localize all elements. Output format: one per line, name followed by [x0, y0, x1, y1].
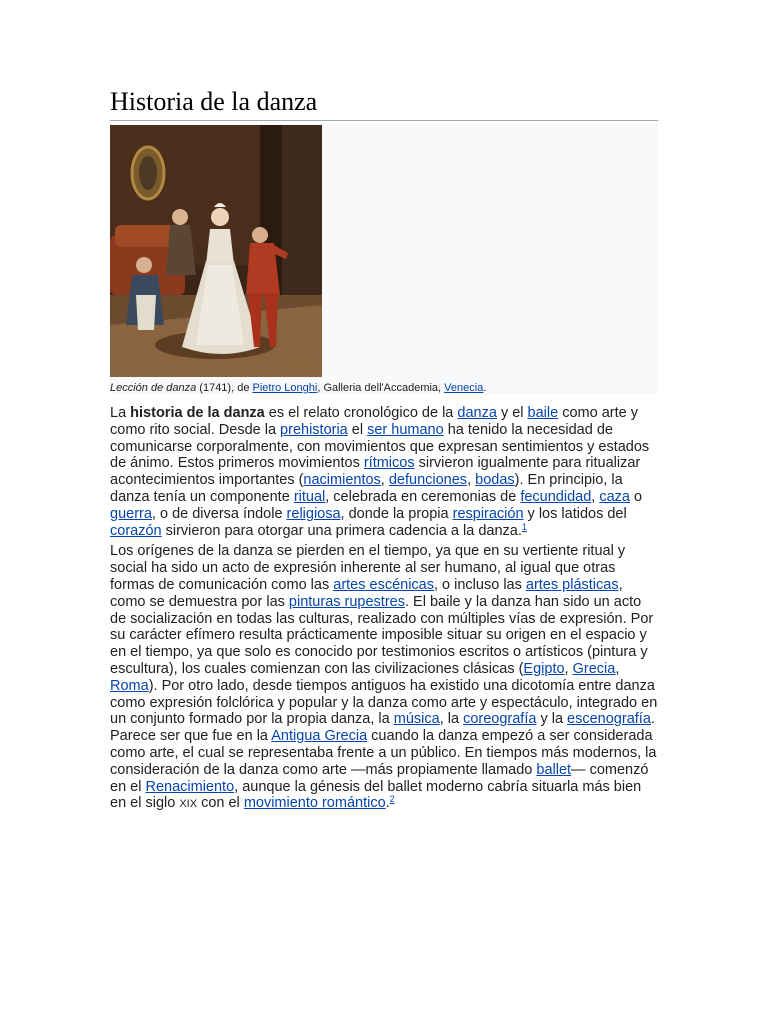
- century-numeral: XIX: [179, 798, 198, 811]
- link-venecia[interactable]: Venecia: [444, 382, 484, 394]
- reference-1[interactable]: 1: [521, 521, 527, 532]
- link-grecia[interactable]: Grecia: [572, 660, 616, 677]
- link-artes-escenicas[interactable]: artes escénicas: [333, 576, 434, 593]
- paragraph-intro: La historia de la danza es el relato cronológico de la danza y el baile como arte y como rito social. Desde la prehistoria el ser humano ha tenido la necesidad de comunicarse corporalmente, con movimientos que expresan sentimientos y estados de ánimo. Estos primeros movimientos rítmicos sirvieron igualmente para ritualizar acontecimientos importantes (nacimientos, defunciones, bodas). En principio, la danza tenía un componente ritual, celebrada en ceremonias de fecundidad, caza o guerra, o de diversa índole religiosa, donde la propia respiración y los latidos del corazón sirvieron para otorgar una primera cadencia a la danza.$^1$: [110, 405, 650, 539]
- link-antigua-grecia[interactable]: Antigua Grecia: [271, 728, 368, 745]
- link-movimiento-romantico[interactable]: movimiento romántico: [243, 795, 386, 812]
- link-musica[interactable]: música: [393, 711, 440, 728]
- link-bodas[interactable]: bodas: [475, 472, 515, 489]
- link-artes-plasticas[interactable]: artes plásticas: [525, 576, 619, 593]
- link-ritmicos[interactable]: rítmicos: [363, 455, 415, 472]
- page-title: Historia de la danza: [110, 86, 658, 121]
- link-guerra[interactable]: guerra: [110, 505, 152, 522]
- link-pietro-longhi[interactable]: Pietro Longhi: [252, 382, 318, 394]
- link-religiosa[interactable]: religiosa: [286, 505, 341, 522]
- reference-2[interactable]: 2: [389, 794, 395, 805]
- figure: [110, 124, 658, 394]
- link-ritual[interactable]: ritual: [293, 488, 326, 505]
- link-fecundidad[interactable]: fecundidad: [520, 488, 592, 505]
- link-corazon[interactable]: corazón: [110, 522, 162, 539]
- link-egipto[interactable]: Egipto: [523, 660, 565, 677]
- link-baile[interactable]: baile: [527, 405, 559, 421]
- link-ballet[interactable]: ballet: [536, 761, 572, 778]
- link-nacimientos[interactable]: nacimientos: [303, 472, 381, 489]
- link-pinturas-rupestres[interactable]: pinturas rupestres: [288, 593, 405, 610]
- link-escenografia[interactable]: escenografía: [567, 711, 651, 728]
- figure-caption: Lección de danza (1741), de Pietro Longhi, Galleria dell'Accademia, Venecia.: [110, 382, 487, 394]
- link-caza[interactable]: caza: [599, 488, 630, 505]
- link-coreografia[interactable]: coreografía: [463, 711, 537, 728]
- link-defunciones[interactable]: defunciones: [388, 472, 468, 489]
- link-roma[interactable]: Roma: [110, 677, 149, 694]
- article: [110, 86, 658, 813]
- link-renacimiento[interactable]: Renacimiento: [145, 778, 235, 795]
- link-danza[interactable]: danza: [457, 405, 497, 421]
- painting-image[interactable]: [110, 125, 322, 377]
- paragraph-origins: Los orígenes de la danza se pierden en el tiempo, ya que en su vertiente ritual y social ha sido un acto de expresión inherente al ser humano, al igual que otras formas de comunicación como las artes escénicas, o incluso las artes plásticas, como se demuestra por las pinturas rupestres. El baile y la danza han sido un acto de socialización en todas las culturas, realizado con múltiples vías de expresión. Por su carácter efímero resulta prácticamente imposible situar su origen en el espacio y en el tiempo, ya que solo es conocido por testimonios escritos o artísticos (pintura y escultura), los cuales comienzan con las civilizaciones clásicas (Egipto, Grecia, Roma). Por otro lado, desde tiempos antiguos ha existido una dicotomía entre danza como expresión folclórica y popular y la danza como arte y espectáculo, integrado en un conjunto formado por la propia danza, la música, la coreografía y la escenografía. Parece ser que fue en la Antigua Grecia cuando la danza empezó a ser considerada como arte, el cual se representaba frente a un público. En tiempos más modernos, la consideración de la danza como arte —más propiamente llamado ballet— comenzó en el Renacimiento, aunque la génesis del ballet moderno cabría situarla más bien en el siglo XIX con el movimiento romántico.$^2$: [110, 543, 658, 812]
- link-ser-humano[interactable]: ser humano: [367, 421, 444, 438]
- link-prehistoria[interactable]: prehistoria: [280, 421, 348, 438]
- link-respiracion[interactable]: respiración: [452, 505, 524, 522]
